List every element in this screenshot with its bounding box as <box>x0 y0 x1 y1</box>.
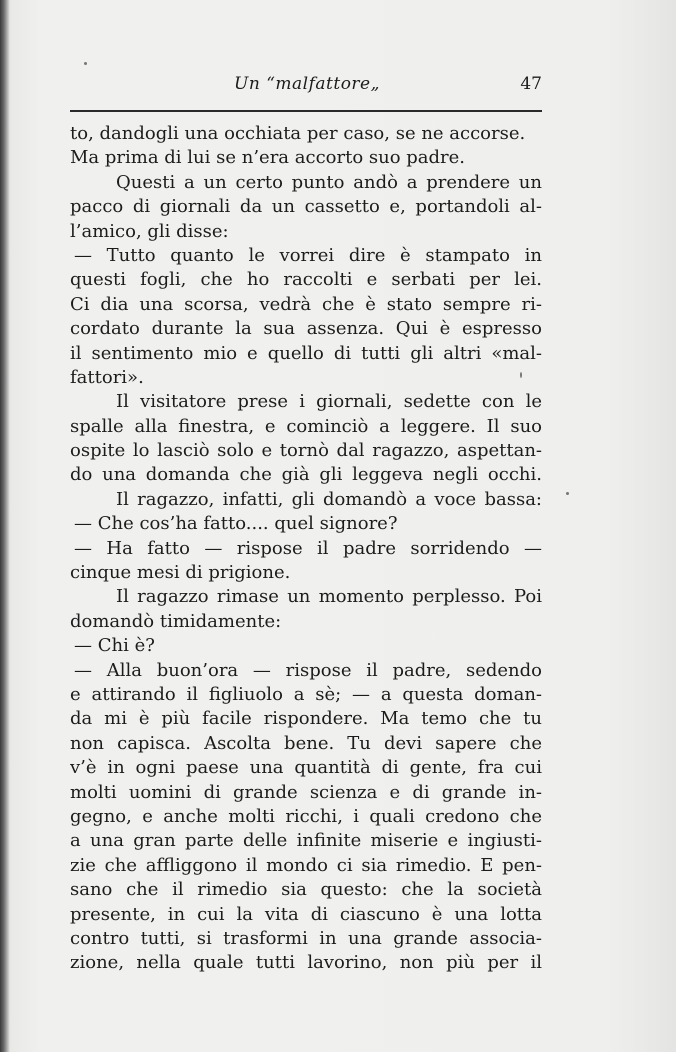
text-line: zie che affliggono il mondo ci sia rimedio. E pen- <box>70 854 542 876</box>
text-line: — Tutto quanto le vorrei dire è stampato in <box>74 244 542 266</box>
text-line: — Ha fatto — rispose il padre sorridendo — <box>74 537 542 559</box>
text-line: Il visitatore prese i giornali, sedette con le <box>116 391 542 413</box>
text-line: Il ragazzo, infatti, gli domandò a voce bassa: <box>116 488 542 510</box>
text-line: questi fogli, che ho raccolti e serbati per lei. <box>70 269 542 291</box>
text-line: — Alla buon’ora — rispose il padre, sedendo <box>74 659 542 681</box>
text-line: — Chi è? <box>74 635 155 657</box>
text-line: pacco di giornali da un cassetto e, portandoli al- <box>70 196 542 218</box>
text-line: Ci dia una scorsa, vedrà che è stato sempre ri- <box>70 293 542 315</box>
text-line: l’amico, gli disse: <box>70 220 229 242</box>
text-line: fattori». <box>70 366 144 388</box>
body-text <box>70 122 542 976</box>
text-line: a una gran parte delle infinite miserie e ingiusti- <box>70 830 542 852</box>
text-line: il sentimento mio e quello di tutti gli altri «mal- <box>70 342 542 364</box>
text-line: ospite lo lasciò solo e tornò dal ragazzo, aspettan- <box>70 440 542 462</box>
page-binding-shadow <box>0 0 10 1052</box>
text-line: cordato durante la sua assenza. Qui è espresso <box>70 318 542 340</box>
text-line: to, dandogli una occhiata per caso, se ne accorse. <box>70 123 526 144</box>
text-line: Il ragazzo rimase un momento perplesso. Poi <box>116 586 542 608</box>
running-title: Un “malfattore„ <box>234 74 380 94</box>
text-line: Ma prima di lui se n’era accorto suo padre. <box>70 147 466 169</box>
text-line: Questi a un certo punto andò a prendere un <box>116 171 542 193</box>
text-line: cinque mesi di prigione. <box>70 562 291 584</box>
text-line: domandò timidamente: <box>70 610 282 632</box>
text-line: gegno, e anche molti ricchi, i quali credono che <box>70 805 542 827</box>
paper-speck <box>520 372 522 378</box>
text-line: sano che il rimedio sia questo: che la società <box>70 879 542 901</box>
text-line: da mi è più facile rispondere. Ma temo che tu <box>70 708 542 730</box>
text-line: — Che cos’ha fatto.... quel signore? <box>74 513 398 535</box>
text-line: contro tutti, si trasformi in una grande associa- <box>70 927 542 949</box>
text-line: molti uomini di grande scienza e di grande in- <box>70 781 542 803</box>
text-line: presente, in cui la vita di ciascuno è una lotta <box>70 903 542 925</box>
running-head <box>72 74 542 100</box>
text-line: v’è in ogni paese una quantità di gente, fra cui <box>70 757 542 779</box>
text-line: do una domanda che già gli leggeva negli occhi. <box>70 464 542 486</box>
text-line: e attirando il figliuolo a sè; — a questa doman- <box>70 683 542 705</box>
paper-speck <box>566 492 569 495</box>
text-line: spalle alla finestra, e cominciò a leggere. Il suo <box>70 415 542 437</box>
text-line: non capisca. Ascolta bene. Tu devi sapere che <box>70 732 542 754</box>
header-rule <box>70 110 542 112</box>
page-number: 47 <box>520 74 542 94</box>
paper-speck <box>84 62 87 65</box>
text-line: zione, nella quale tutti lavorino, non più per il <box>70 952 542 974</box>
